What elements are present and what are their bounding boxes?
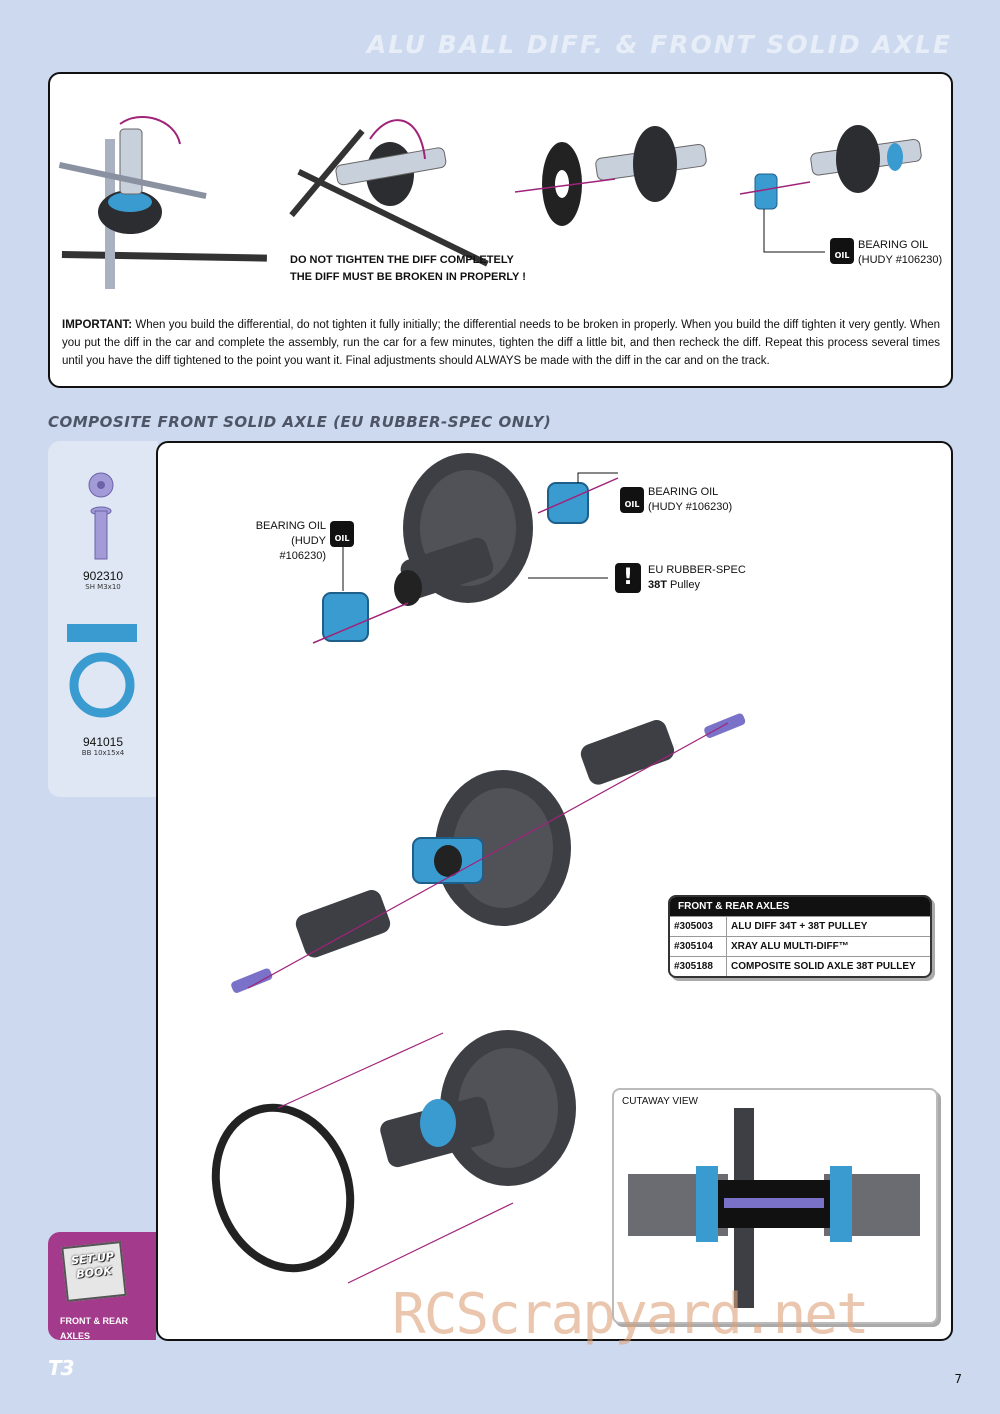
important-note xyxy=(62,316,940,370)
diff-assembly-panel xyxy=(48,72,953,388)
important-title: IMPORTANT: xyxy=(62,319,133,331)
cutaway-label: CUTAWAY VIEW xyxy=(622,1096,698,1107)
axle-exploded-view-3 xyxy=(194,1030,576,1287)
oil-label-1: BEARING OIL xyxy=(858,239,929,251)
section-title: COMPOSITE FRONT SOLID AXLE (EU RUBBER-SPEC ONLY) xyxy=(48,413,552,431)
oil-icon-left: OIL xyxy=(330,521,354,547)
oil-icon-right: OIL xyxy=(620,487,644,513)
table-code: #305003 xyxy=(670,917,727,937)
oil-icon: OIL xyxy=(830,238,854,264)
diff-step-1-drawing xyxy=(59,117,267,289)
table-code: #305104 xyxy=(670,937,727,957)
eu-spec-line: EU RUBBER-SPEC xyxy=(648,564,746,576)
setup-book-text-2: BOOK xyxy=(75,1264,113,1281)
oil-left-label-1: BEARING OIL xyxy=(255,520,326,532)
page-title: ALU BALL DIFF. & FRONT SOLID AXLE xyxy=(366,30,952,59)
setup-book-text-1: SET-UP xyxy=(70,1249,115,1268)
part-desc-902310: SH M3x10 xyxy=(85,583,121,591)
part-number-902310: 902310 xyxy=(82,569,124,583)
part-number-941015: 941015 xyxy=(82,735,124,749)
table-item: COMPOSITE SOLID AXLE 38T PULLEY xyxy=(727,957,931,977)
table-item: XRAY ALU MULTI-DIFF™ xyxy=(727,937,931,957)
diff-step-4-drawing xyxy=(740,125,922,252)
warning-line-1: DO NOT TIGHTEN THE DIFF COMPLETELY xyxy=(290,254,514,266)
oil-label-2: (HUDY #106230) xyxy=(858,254,943,266)
exclamation-icon: ! xyxy=(615,563,641,593)
oil-right-label-2: (HUDY #106230) xyxy=(648,501,733,513)
oil-right-label-1: BEARING OIL xyxy=(648,486,719,498)
eu-pulley-label: Pulley xyxy=(666,579,700,591)
table-row xyxy=(670,917,930,937)
table-item: ALU DIFF 34T + 38T PULLEY xyxy=(727,917,931,937)
eu-pulley-teeth: 38T xyxy=(648,579,667,591)
footer-logo: T3 xyxy=(48,1356,74,1380)
table-row xyxy=(670,937,930,957)
axles-parts-table xyxy=(668,895,932,978)
axle-exploded-view-1 xyxy=(313,453,618,643)
watermark: RCScrapyard.net xyxy=(392,1282,868,1347)
setup-book-badge xyxy=(48,1232,156,1340)
eu-rubber-spec-note xyxy=(648,563,746,593)
diff-step-2-drawing xyxy=(289,120,488,266)
page-number: 7 xyxy=(954,1372,962,1386)
setup-book-label: FRONT & REAR AXLES xyxy=(60,1316,128,1341)
oil-left-label-2: (HUDY #106230) xyxy=(279,535,326,562)
warning-line-2: THE DIFF MUST BE BROKEN IN PROPERLY ! xyxy=(290,271,526,283)
setup-book-icon xyxy=(61,1241,126,1302)
important-text: When you build the differential, do not tighten it fully initially; the differential needs to be broken in properly. When you build the diff tighten it very gently. When you put the diff in the car and complete the assembly, run the car for a few minutes, tighten the diff a little bit, and then recheck the diff. Repeat this process several times until you have the diff tightened to the point you want it. Final adjustments should ALWAYS be made with the diff in the car and on the track. xyxy=(62,319,941,367)
table-code: #305188 xyxy=(670,957,727,977)
part-desc-941015: BB 10x15x4 xyxy=(81,749,125,757)
table-row xyxy=(670,957,930,977)
parts-sidebar xyxy=(48,441,158,797)
table-header: FRONT & REAR AXLES xyxy=(670,897,930,917)
diff-step-3-drawing xyxy=(515,126,707,226)
